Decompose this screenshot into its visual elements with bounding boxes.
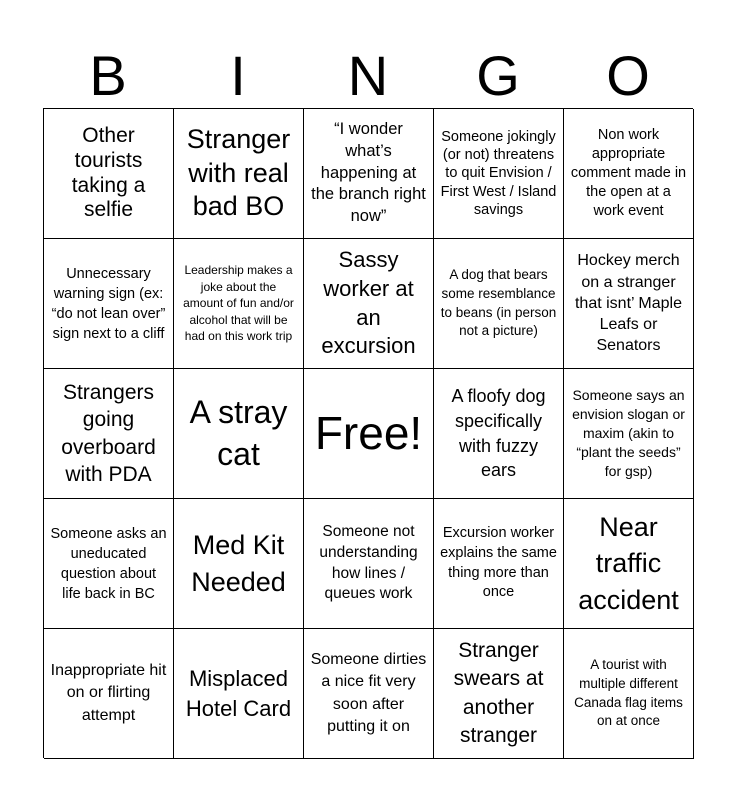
bingo-cell[interactable] xyxy=(304,369,434,499)
bingo-cell[interactable] xyxy=(564,369,694,499)
cell-text: Someone asks an uneducated question about life back in BC xyxy=(50,525,167,602)
bingo-cell[interactable] xyxy=(434,109,564,239)
bingo-cell[interactable] xyxy=(564,629,694,759)
bingo-cell[interactable] xyxy=(564,109,694,239)
bingo-cell[interactable] xyxy=(304,239,434,369)
cell-text: Inappropriate hit on or flirting attempt xyxy=(50,661,167,724)
bingo-cell[interactable] xyxy=(174,629,304,759)
cell-text: Strangers going overboard with PDA xyxy=(61,380,156,486)
cell-text: Non work appropriate comment made in the open at a work event xyxy=(570,127,687,219)
cell-text: Sassy worker at an excursion xyxy=(321,247,416,359)
header-letter-o: O xyxy=(606,44,650,107)
cell-text: Someone says an envision slogan or maxim (akin to “plant the seeds” for gsp) xyxy=(572,387,685,479)
cell-text: Hockey merch on a stranger that isnt’ Maple Leafs or Senators xyxy=(574,252,682,355)
bingo-cell[interactable] xyxy=(304,109,434,239)
header-letter-b: B xyxy=(89,44,127,107)
bingo-cell[interactable] xyxy=(44,369,174,499)
bingo-cell[interactable] xyxy=(434,499,564,629)
bingo-cell[interactable] xyxy=(434,369,564,499)
cell-text: Stranger swears at another stranger xyxy=(453,638,544,747)
cell-text: Stranger with real bad BO xyxy=(186,123,291,222)
bingo-cell[interactable] xyxy=(174,239,304,369)
cell-text: Other tourists taking a selfie xyxy=(71,123,146,222)
cell-text: Someone not understanding how lines / queues work xyxy=(319,522,418,603)
bingo-cell[interactable] xyxy=(304,629,434,759)
bingo-cell[interactable] xyxy=(174,369,304,499)
bingo-cell[interactable] xyxy=(44,239,174,369)
cell-text: Excursion worker explains the same thing more than once xyxy=(440,525,557,601)
cell-text: Someone jokingly (or not) threatens to quit Envision / First West / Island savings xyxy=(440,129,557,218)
header-letter-g: G xyxy=(476,44,520,107)
bingo-board xyxy=(43,108,693,758)
cell-text: A dog that bears some resemblance to beans (in person not a picture) xyxy=(440,267,557,339)
header-letter-n: N xyxy=(347,44,389,107)
bingo-cell[interactable] xyxy=(434,629,564,759)
cell-text: Leadership makes a joke about the amount of fun and/or alcohol that will be had on this work trip xyxy=(183,263,294,344)
bingo-cell[interactable] xyxy=(174,499,304,629)
bingo-cell[interactable] xyxy=(174,109,304,239)
bingo-cell[interactable] xyxy=(564,239,694,369)
cell-text: Near traffic accident xyxy=(578,511,679,615)
cell-text: Med Kit Needed xyxy=(191,530,286,597)
cell-text: A tourist with multiple different Canada flag items on at once xyxy=(574,657,683,729)
cell-text: Unnecessary warning sign (ex: “do not lean over” sign next to a cliff xyxy=(51,265,166,342)
bingo-cell[interactable] xyxy=(44,109,174,239)
bingo-header xyxy=(43,44,693,108)
cell-text: A stray cat xyxy=(189,393,288,472)
bingo-cell[interactable] xyxy=(44,629,174,759)
cell-text: “I wonder what’s happening at the branch right now” xyxy=(311,119,426,226)
bingo-cell[interactable] xyxy=(44,499,174,629)
header-letter-i: I xyxy=(230,44,246,107)
cell-text: Someone dirties a nice fit very soon after putting it on xyxy=(310,650,427,735)
cell-text: Misplaced Hotel Card xyxy=(185,665,292,721)
cell-text: Free! xyxy=(314,407,423,460)
bingo-cell[interactable] xyxy=(564,499,694,629)
bingo-cell[interactable] xyxy=(434,239,564,369)
bingo-cell[interactable] xyxy=(304,499,434,629)
cell-text: A floofy dog specifically with fuzzy ears xyxy=(451,385,546,481)
